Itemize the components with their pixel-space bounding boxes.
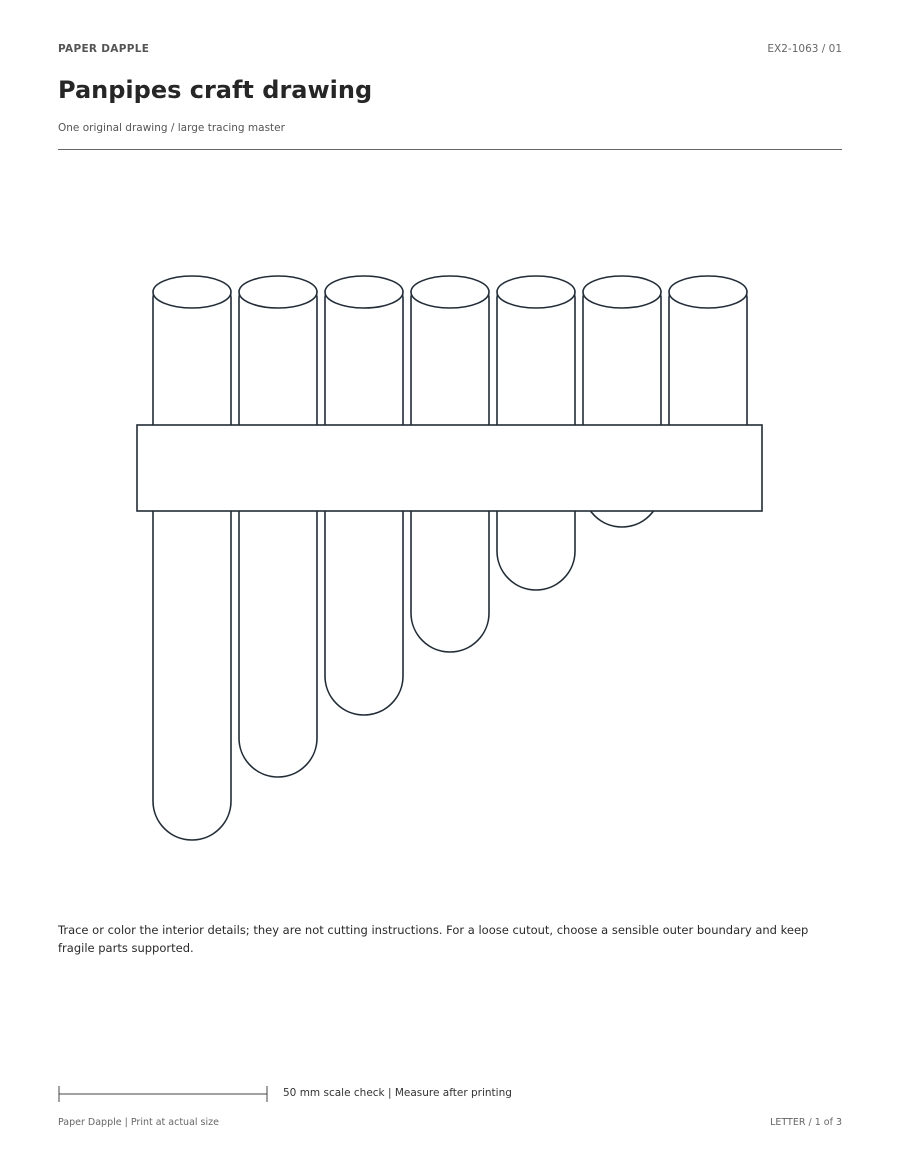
pipe-2 [239,282,317,777]
footer-left: Paper Dapple | Print at actual size [58,1117,219,1128]
scale-bar [58,1084,273,1104]
tracing-note: Trace or color the interior details; they are not cutting instructions. For a loose cutout, choose a sensible outer boundary and keep fragile parts supported. [58,923,809,955]
pipe-opening-5 [497,276,575,308]
pipe-opening-1 [153,276,231,308]
pipe-1 [153,282,231,840]
brand-name: PAPER DAPPLE [58,43,150,55]
pipe-opening-7 [669,276,747,308]
pipe-opening-2 [239,276,317,308]
pipe-opening-6 [583,276,661,308]
pipe-opening-4 [411,276,489,308]
binding-band [137,425,762,511]
footer-right: LETTER / 1 of 3 [770,1117,842,1128]
page-subtitle: One original drawing / large tracing master [58,122,285,134]
pipe-opening-3 [325,276,403,308]
header-divider [58,149,842,150]
scale-label: 50 mm scale check | Measure after printing [283,1087,512,1099]
document-id: EX2-1063 / 01 [767,43,842,55]
page-title: Panpipes craft drawing [58,76,373,104]
panpipes-drawing [0,160,900,860]
